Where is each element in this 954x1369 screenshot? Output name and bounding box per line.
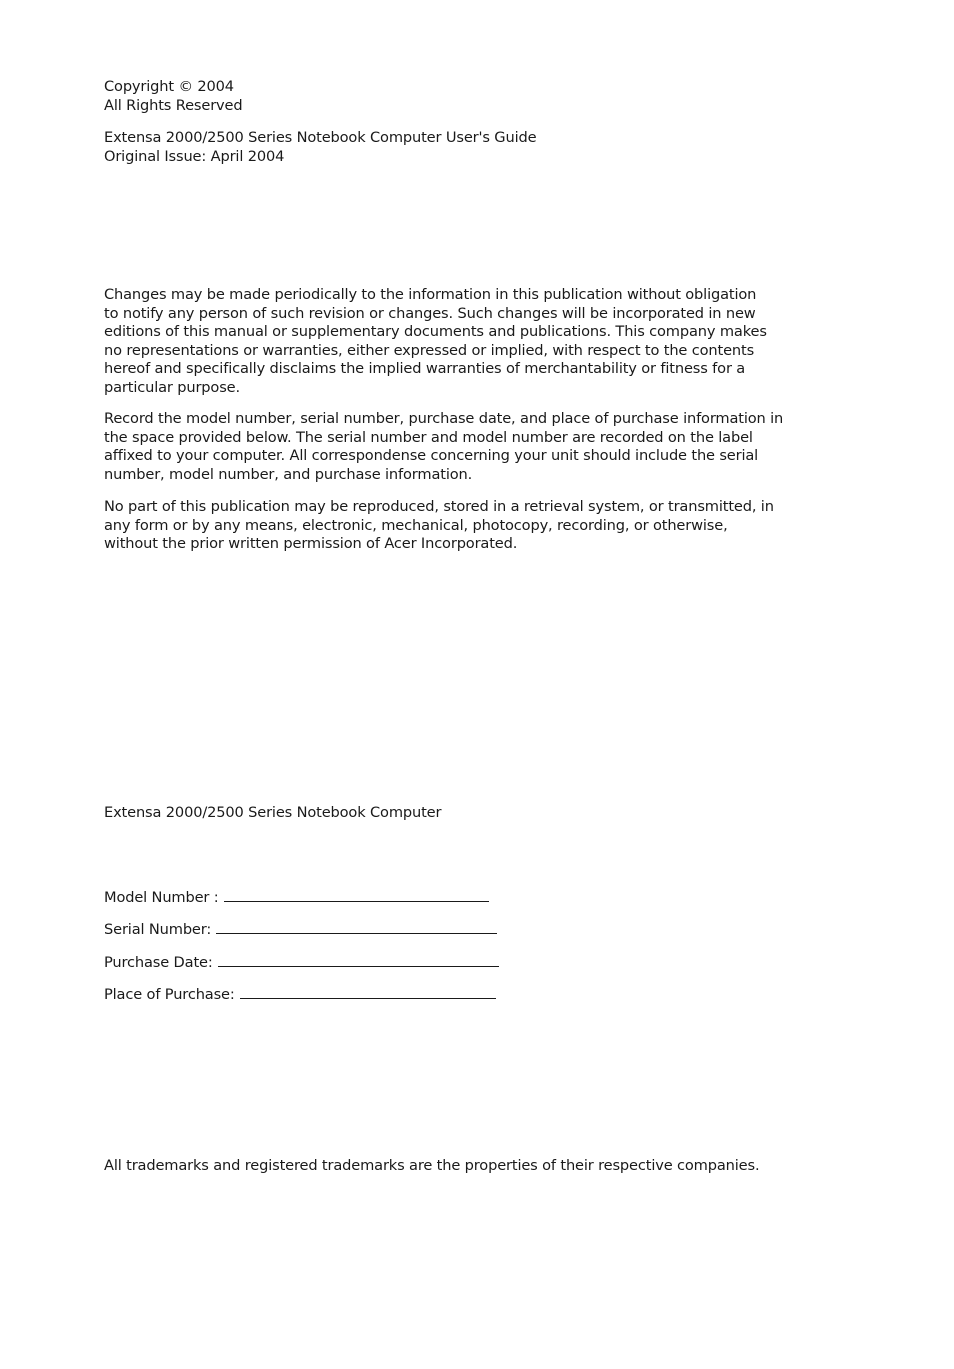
paragraph-line: hereof and specifically disclaims the implied warranties of merchantability or fitness for a	[104, 360, 746, 378]
product-name: Extensa 2000/2500 Series Notebook Computer	[104, 804, 442, 821]
paragraph-line: no representations or warranties, either expressed or implied, with respect to the contents	[104, 341, 755, 359]
serial-number-field[interactable]	[104, 919, 497, 940]
paragraph-line: editions of this manual or supplementary documents and publications. This company makes	[104, 323, 767, 341]
rights-line: All Rights Reserved	[104, 96, 243, 114]
guide-title: Extensa 2000/2500 Series Notebook Computer User's Guide	[104, 129, 537, 146]
place-of-purchase-label: Place of Purchase:	[104, 986, 235, 1003]
paragraph-line: number, model number, and purchase information.	[104, 465, 473, 483]
paragraph-line: without the prior written permission of Acer Incorporated.	[104, 535, 518, 553]
issue-date: Original Issue: April 2004	[104, 147, 285, 165]
purchase-date-label: Purchase Date:	[104, 954, 213, 971]
paragraph-line: the space provided below. The serial number and model number are recorded on the label	[104, 428, 753, 446]
serial-number-blank[interactable]	[216, 919, 497, 934]
record-paragraph	[104, 410, 824, 484]
trademarks-notice: All trademarks and registered trademarks are the properties of their respective companies.	[104, 1157, 760, 1174]
paragraph-line: any form or by any means, electronic, mechanical, photocopy, recording, or otherwise,	[104, 516, 728, 534]
model-number-label: Model Number :	[104, 889, 219, 906]
paragraph-line: No part of this publication may be reproduced, stored in a retrieval system, or transmitted, in	[104, 498, 774, 515]
purchase-date-field[interactable]	[104, 952, 499, 973]
paragraph-line: to notify any person of such revision or changes. Such changes will be incorporated in new	[104, 304, 756, 322]
reproduction-paragraph	[104, 498, 824, 554]
model-number-field[interactable]	[104, 887, 489, 908]
paragraph-line: affixed to your computer. All correspondense concerning your unit should include the serial	[104, 447, 759, 465]
copyright-block	[104, 78, 242, 115]
paragraph-line: Record the model number, serial number, purchase date, and place of purchase information in	[104, 410, 784, 427]
changes-paragraph	[104, 286, 824, 398]
paragraph-line: Changes may be made periodically to the information in this publication without obligation	[104, 286, 757, 303]
model-number-blank[interactable]	[224, 887, 489, 902]
issue-block	[104, 129, 536, 166]
purchase-date-blank[interactable]	[218, 952, 499, 967]
place-of-purchase-blank[interactable]	[240, 984, 496, 999]
copyright-line: Copyright © 2004	[104, 78, 234, 95]
serial-number-label: Serial Number:	[104, 921, 212, 938]
paragraph-line: particular purpose.	[104, 378, 240, 396]
document-page	[104, 0, 824, 1369]
place-of-purchase-field[interactable]	[104, 984, 496, 1005]
